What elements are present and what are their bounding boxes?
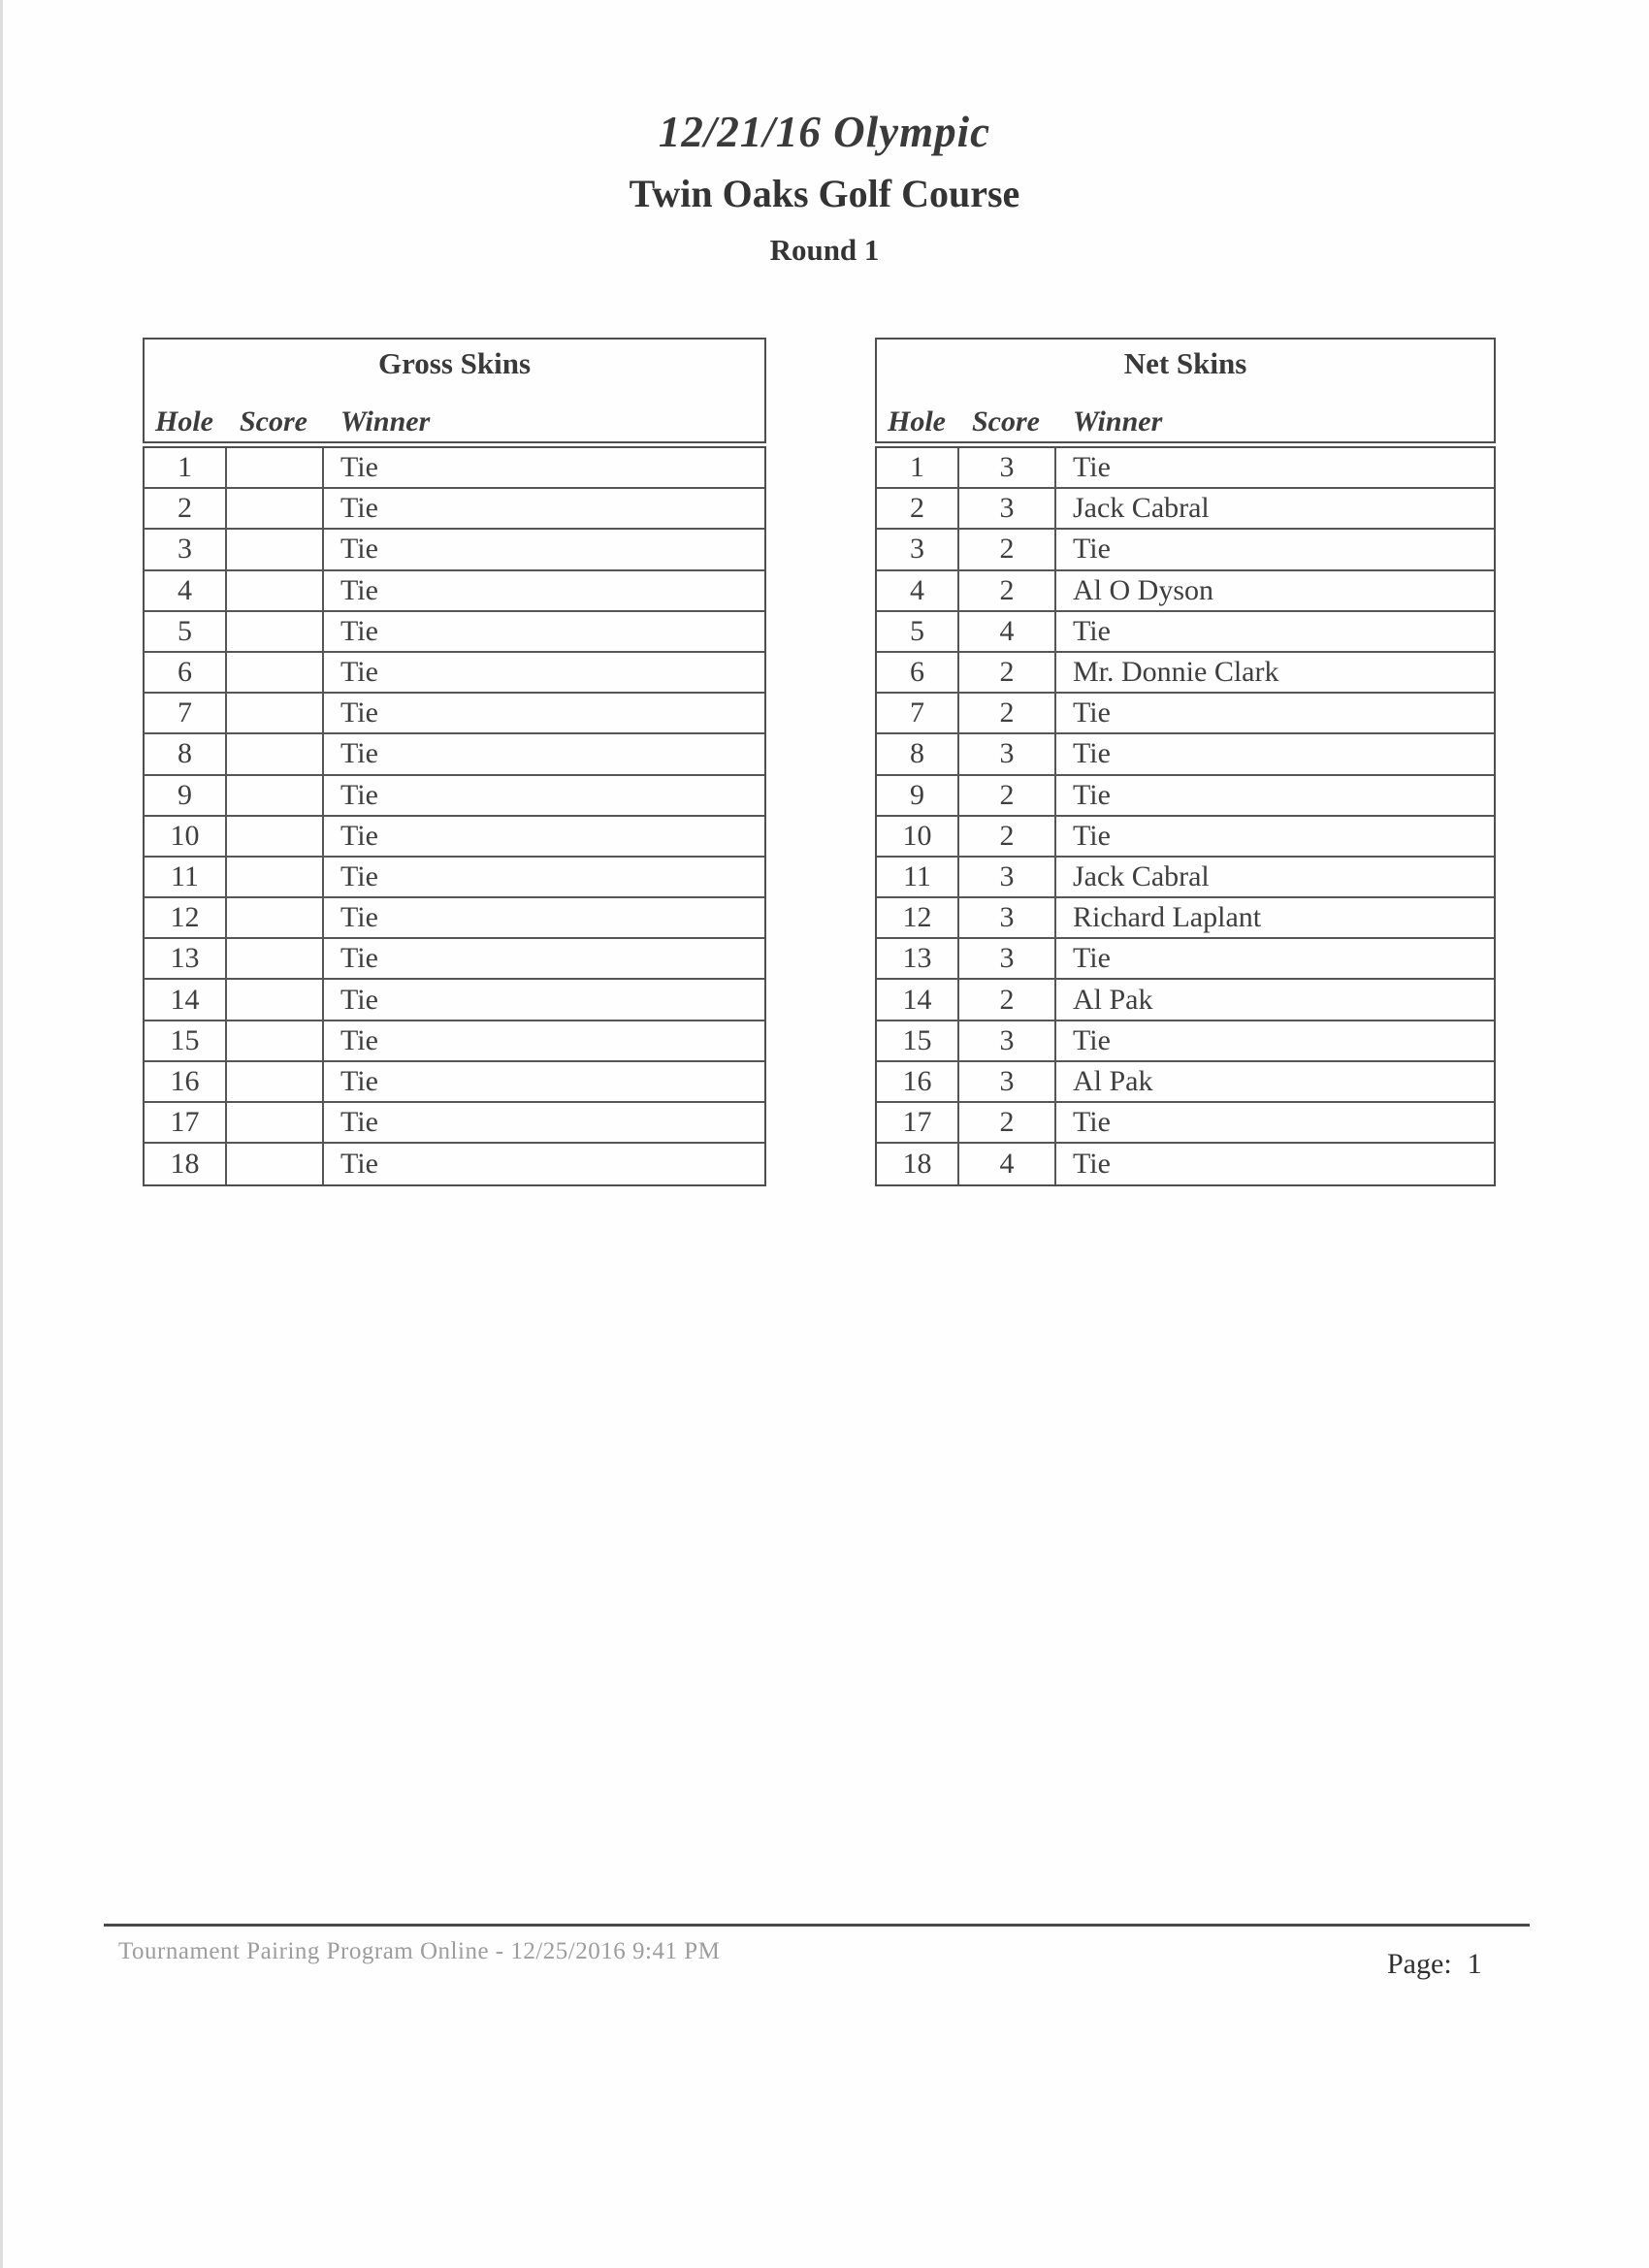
hole-cell: 8: [877, 734, 959, 773]
table-row: [145, 448, 764, 489]
table-row: [145, 653, 764, 694]
hole-cell: 5: [145, 612, 227, 651]
score-cell: 2: [959, 817, 1056, 856]
score-cell: 3: [959, 1021, 1056, 1060]
hole-cell: 1: [145, 448, 227, 487]
hole-cell: 14: [145, 980, 227, 1019]
winner-cell: Tie: [340, 1023, 378, 1056]
winner-cell: Tie: [1073, 1106, 1111, 1139]
table-row: [145, 898, 764, 939]
winner-cell: Al O Dyson: [1073, 573, 1214, 606]
table-row: [877, 1021, 1494, 1062]
score-cell: 3: [959, 1062, 1056, 1101]
scan-artifact-left-edge: [0, 0, 3, 2268]
winner-cell: Tie: [340, 1064, 378, 1097]
score-cell: [227, 817, 324, 856]
score-cell: 4: [959, 1144, 1056, 1184]
table-row: [877, 858, 1494, 898]
winner-cell: Tie: [1073, 819, 1111, 852]
hole-cell: 16: [877, 1062, 959, 1101]
table-row: [145, 1062, 764, 1103]
hole-cell: 11: [877, 858, 959, 896]
winner-cell: Tie: [340, 492, 378, 525]
winner-cell: Tie: [340, 573, 378, 606]
hole-cell: 6: [877, 653, 959, 692]
winner-cell: Tie: [1073, 697, 1111, 729]
table-row: [145, 1144, 764, 1184]
page-indicator: [1387, 1948, 1482, 1981]
winner-cell: Tie: [340, 859, 378, 892]
table-row: [877, 776, 1494, 817]
course-name: Twin Oaks Golf Course: [629, 172, 1020, 215]
winner-cell: Tie: [340, 656, 378, 689]
column-header-hole: Hole: [888, 405, 946, 437]
winner-cell: Tie: [340, 942, 378, 975]
column-header-winner: Winner: [1073, 405, 1163, 437]
winner-cell: Jack Cabral: [1073, 859, 1210, 892]
score-cell: 2: [959, 980, 1056, 1019]
winner-cell: Tie: [340, 778, 378, 811]
score-cell: [227, 1021, 324, 1060]
winner-cell: Mr. Donnie Clark: [1073, 656, 1279, 689]
score-cell: [227, 939, 324, 978]
table-row: [145, 858, 764, 898]
net-skins-header: [875, 338, 1496, 443]
hole-cell: 12: [877, 898, 959, 937]
hole-cell: 9: [145, 776, 227, 815]
table-row: [145, 612, 764, 653]
winner-cell: Tie: [1073, 1148, 1111, 1181]
table-row: [145, 980, 764, 1021]
hole-cell: 14: [877, 980, 959, 1019]
hole-cell: 2: [145, 489, 227, 528]
table-row: [877, 898, 1494, 939]
hole-cell: 3: [877, 530, 959, 568]
net-skins-title: Net Skins: [1123, 346, 1247, 380]
page-number: 1: [1467, 1948, 1482, 1980]
hole-cell: 5: [877, 612, 959, 651]
table-row: [877, 448, 1494, 489]
column-header-score: Score: [972, 405, 1040, 437]
score-cell: 2: [959, 694, 1056, 732]
round-label: Round 1: [769, 233, 880, 267]
score-cell: [227, 448, 324, 487]
table-row: [145, 939, 764, 980]
winner-cell: Tie: [1073, 451, 1111, 484]
score-cell: 4: [959, 612, 1056, 651]
winner-cell: Tie: [340, 614, 378, 647]
table-row: [145, 530, 764, 570]
hole-cell: 18: [877, 1144, 959, 1184]
table-row: [877, 694, 1494, 734]
table-row: [877, 571, 1494, 612]
score-cell: [227, 858, 324, 896]
table-row: [877, 734, 1494, 775]
table-row: [145, 571, 764, 612]
hole-cell: 13: [145, 939, 227, 978]
hole-cell: 15: [877, 1021, 959, 1060]
hole-cell: 10: [145, 817, 227, 856]
hole-cell: 4: [145, 571, 227, 610]
winner-cell: Al Pak: [1073, 1064, 1153, 1097]
score-cell: [227, 776, 324, 815]
score-cell: [227, 898, 324, 937]
score-cell: 3: [959, 448, 1056, 487]
winner-cell: Al Pak: [1073, 983, 1153, 1016]
hole-cell: 2: [877, 489, 959, 528]
footer-program-info: Tournament Pairing Program Online - 12/25/2016 9:41 PM: [118, 1938, 721, 1964]
net-skins-rows: [875, 446, 1496, 1186]
net-skins-column-headers: [877, 405, 1494, 438]
score-cell: 2: [959, 571, 1056, 610]
report-title: 12/21/16 Olympic: [658, 108, 991, 156]
winner-cell: Tie: [1073, 533, 1111, 566]
score-cell: [227, 980, 324, 1019]
hole-cell: 1: [877, 448, 959, 487]
winner-cell: Tie: [1073, 737, 1111, 770]
table-row: [145, 1021, 764, 1062]
table-row: [877, 939, 1494, 980]
score-cell: 2: [959, 776, 1056, 815]
table-row: [145, 776, 764, 817]
table-row: [145, 1103, 764, 1144]
score-cell: [227, 1103, 324, 1142]
score-cell: [227, 1144, 324, 1184]
table-row: [877, 489, 1494, 530]
table-row: [877, 1144, 1494, 1184]
hole-cell: 7: [877, 694, 959, 732]
score-cell: [227, 530, 324, 568]
winner-cell: Tie: [1073, 778, 1111, 811]
winner-cell: Tie: [1073, 1023, 1111, 1056]
net-skins-table: [875, 338, 1496, 1186]
hole-cell: 16: [145, 1062, 227, 1101]
winner-cell: Tie: [340, 1106, 378, 1139]
hole-cell: 3: [145, 530, 227, 568]
score-cell: 3: [959, 939, 1056, 978]
score-cell: 3: [959, 489, 1056, 528]
score-cell: [227, 1062, 324, 1101]
table-row: [877, 980, 1494, 1021]
score-cell: [227, 734, 324, 773]
winner-cell: Tie: [1073, 614, 1111, 647]
table-row: [145, 694, 764, 734]
gross-skins-header: [143, 338, 766, 443]
score-cell: 3: [959, 898, 1056, 937]
winner-cell: Tie: [340, 451, 378, 484]
table-row: [145, 734, 764, 775]
gross-skins-table: [143, 338, 766, 1186]
column-header-winner: Winner: [340, 405, 431, 437]
hole-cell: 10: [877, 817, 959, 856]
winner-cell: Tie: [340, 697, 378, 729]
score-cell: 2: [959, 653, 1056, 692]
score-cell: 3: [959, 734, 1056, 773]
table-row: [877, 653, 1494, 694]
winner-cell: Tie: [340, 819, 378, 852]
winner-cell: Tie: [340, 533, 378, 566]
winner-cell: Tie: [340, 983, 378, 1016]
hole-cell: 4: [877, 571, 959, 610]
hole-cell: 13: [877, 939, 959, 978]
score-cell: 2: [959, 530, 1056, 568]
page-label: Page:: [1387, 1948, 1452, 1980]
score-cell: 3: [959, 858, 1056, 896]
column-header-hole: Hole: [155, 405, 213, 437]
hole-cell: 6: [145, 653, 227, 692]
table-row: [877, 612, 1494, 653]
gross-skins-rows: [143, 446, 766, 1186]
hole-cell: 18: [145, 1144, 227, 1184]
table-row: [877, 817, 1494, 858]
score-cell: [227, 489, 324, 528]
winner-cell: Tie: [340, 737, 378, 770]
hole-cell: 11: [145, 858, 227, 896]
score-cell: [227, 694, 324, 732]
table-row: [877, 1062, 1494, 1103]
hole-cell: 8: [145, 734, 227, 773]
score-cell: [227, 653, 324, 692]
winner-cell: Jack Cabral: [1073, 492, 1210, 525]
gross-skins-column-headers: [145, 405, 764, 438]
winner-cell: Tie: [1073, 942, 1111, 975]
score-cell: 2: [959, 1103, 1056, 1142]
hole-cell: 12: [145, 898, 227, 937]
hole-cell: 9: [877, 776, 959, 815]
score-cell: [227, 571, 324, 610]
table-row: [877, 1103, 1494, 1144]
hole-cell: 17: [877, 1103, 959, 1142]
column-header-score: Score: [240, 405, 307, 437]
hole-cell: 17: [145, 1103, 227, 1142]
gross-skins-title: Gross Skins: [377, 346, 532, 380]
table-row: [145, 817, 764, 858]
table-row: [145, 489, 764, 530]
hole-cell: 7: [145, 694, 227, 732]
footer-divider: [104, 1924, 1530, 1927]
table-row: [877, 530, 1494, 570]
winner-cell: Richard Laplant: [1073, 901, 1262, 934]
score-cell: [227, 612, 324, 651]
hole-cell: 15: [145, 1021, 227, 1060]
winner-cell: Tie: [340, 1148, 378, 1181]
winner-cell: Tie: [340, 901, 378, 934]
